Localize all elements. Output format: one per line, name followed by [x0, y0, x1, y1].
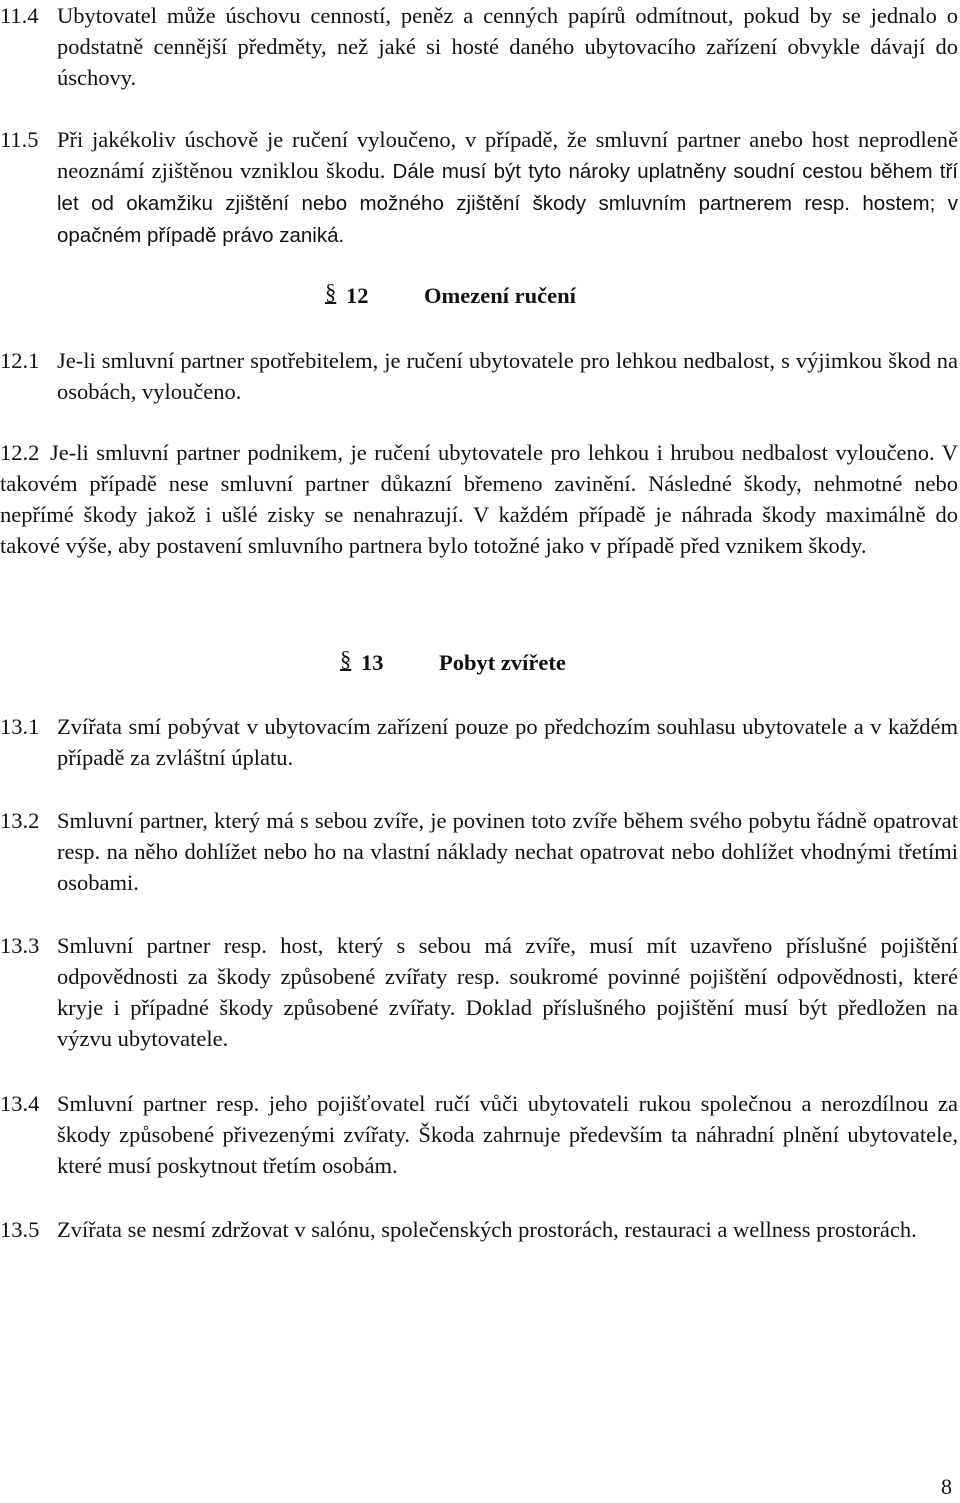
paragraph-12-1: [0, 345, 958, 407]
paragraph-text: Zvířata se nesmí zdržovat v salónu, společenských prostorách, restauraci a wellness prostorách.: [57, 1217, 917, 1242]
paragraph-text: Zvířata smí pobývat v ubytovacím zařízení pouze po předchozím souhlasu ubytovatele a v každém případě za zvláštní úplatu.: [57, 714, 958, 770]
paragraph-13-5: [0, 1214, 958, 1245]
paragraph-13-4: [0, 1088, 958, 1181]
paragraph-11-5: [0, 124, 958, 251]
paragraph-text: Je-li smluvní partner spotřebitelem, je ručení ubytovatele pro lehkou nedbalost, s výjimkou škod na osobách, vyloučeno.: [57, 348, 958, 404]
paragraph-number: 13.1: [0, 714, 40, 739]
paragraph-text: Ubytovatel může úschovu cenností, peněz a cenných papírů odmítnout, pokud by se jednalo o podstatně cennější předměty, než jaké si hosté daného ubytovacího zařízení obvykle dávají do úschovy.: [57, 3, 958, 90]
paragraph-11-4: [0, 0, 958, 93]
section-number: 12: [346, 283, 369, 308]
section-title: Omezení ručení: [424, 283, 576, 308]
paragraph-number: 13.4: [0, 1091, 40, 1116]
paragraph-13-1: [0, 711, 958, 773]
paragraph-number: 11.5: [0, 127, 39, 152]
paragraph-number: 13.3: [0, 933, 40, 958]
paragraph-13-3: [0, 930, 958, 1054]
paragraph-number: 12.2: [0, 440, 40, 465]
paragraph-number: 13.5: [0, 1217, 40, 1242]
section-number: 13: [361, 650, 384, 675]
paragraph-text: [57, 124, 958, 251]
paragraph-text-sans: Dále musí být tyto nároky uplatněny soudní cestou během tří let od okamžiku zjištění nebo možného zjištění škody smluvním partnerem resp. hostem; v opačném případě právo zaniká.: [57, 160, 958, 247]
paragraph-text: Smluvní partner resp. host, který s sebou má zvíře, musí mít uzavřeno příslušné pojištění odpovědnosti za škody způsobené zvířaty resp. soukromé povinné pojištění odpovědnosti, které kryje i případné škody způsobené zvířaty. Doklad příslušného pojištění musí být předložen na výzvu ubytovatele.: [57, 933, 958, 1051]
paragraph-number: 12.1: [0, 348, 40, 373]
paragraph-text-serif: Při jakékoliv úschově je ručení vyloučeno, v případě, že smluvní partner anebo host neprodleně neoznámí zjištěnou vzniklou škodu.: [57, 127, 958, 183]
section-sign: §: [340, 646, 352, 671]
paragraph-number: 13.2: [0, 808, 40, 833]
paragraph-text: Je-li smluvní partner podnikem, je ručení ubytovatele pro lehkou i hrubou nedbalost vyloučeno. V takovém případě nese smluvní partner důkazní břemeno zavinění. Následné škody, nehmotné nebo nepřímé škody jakož i ušlé zisky se nenahrazují. V každém případě je náhrada škody maximálně do takové výše, aby postavení smluvního partnera bylo totožné jako v případě před vznikem škody.: [0, 440, 958, 558]
paragraph-text: Smluvní partner, který má s sebou zvíře, je povinen toto zvíře během svého pobytu řádně opatrovat resp. na něho dohlížet nebo ho na vlastní náklady nechat opatrovat nebo dohlížet vhodnými třetími osobami.: [57, 808, 958, 895]
section-title: Pobyt zvířete: [439, 650, 566, 675]
paragraph-12-2: [0, 437, 958, 561]
paragraph-number: 11.4: [0, 3, 39, 28]
paragraph-13-2: [0, 805, 958, 898]
paragraph-text: Smluvní partner resp. jeho pojišťovatel ručí vůči ubytovateli rukou společnou a nerozdílnou za škody způsobené přivezenými zvířaty. Škoda zahrnuje především ta náhradní plnění ubytovatele, které musí poskytnout třetím osobám.: [57, 1091, 958, 1178]
section-sign: §: [325, 279, 337, 304]
page-number: 8: [941, 1474, 952, 1499]
paragraph-body: [0, 437, 958, 561]
